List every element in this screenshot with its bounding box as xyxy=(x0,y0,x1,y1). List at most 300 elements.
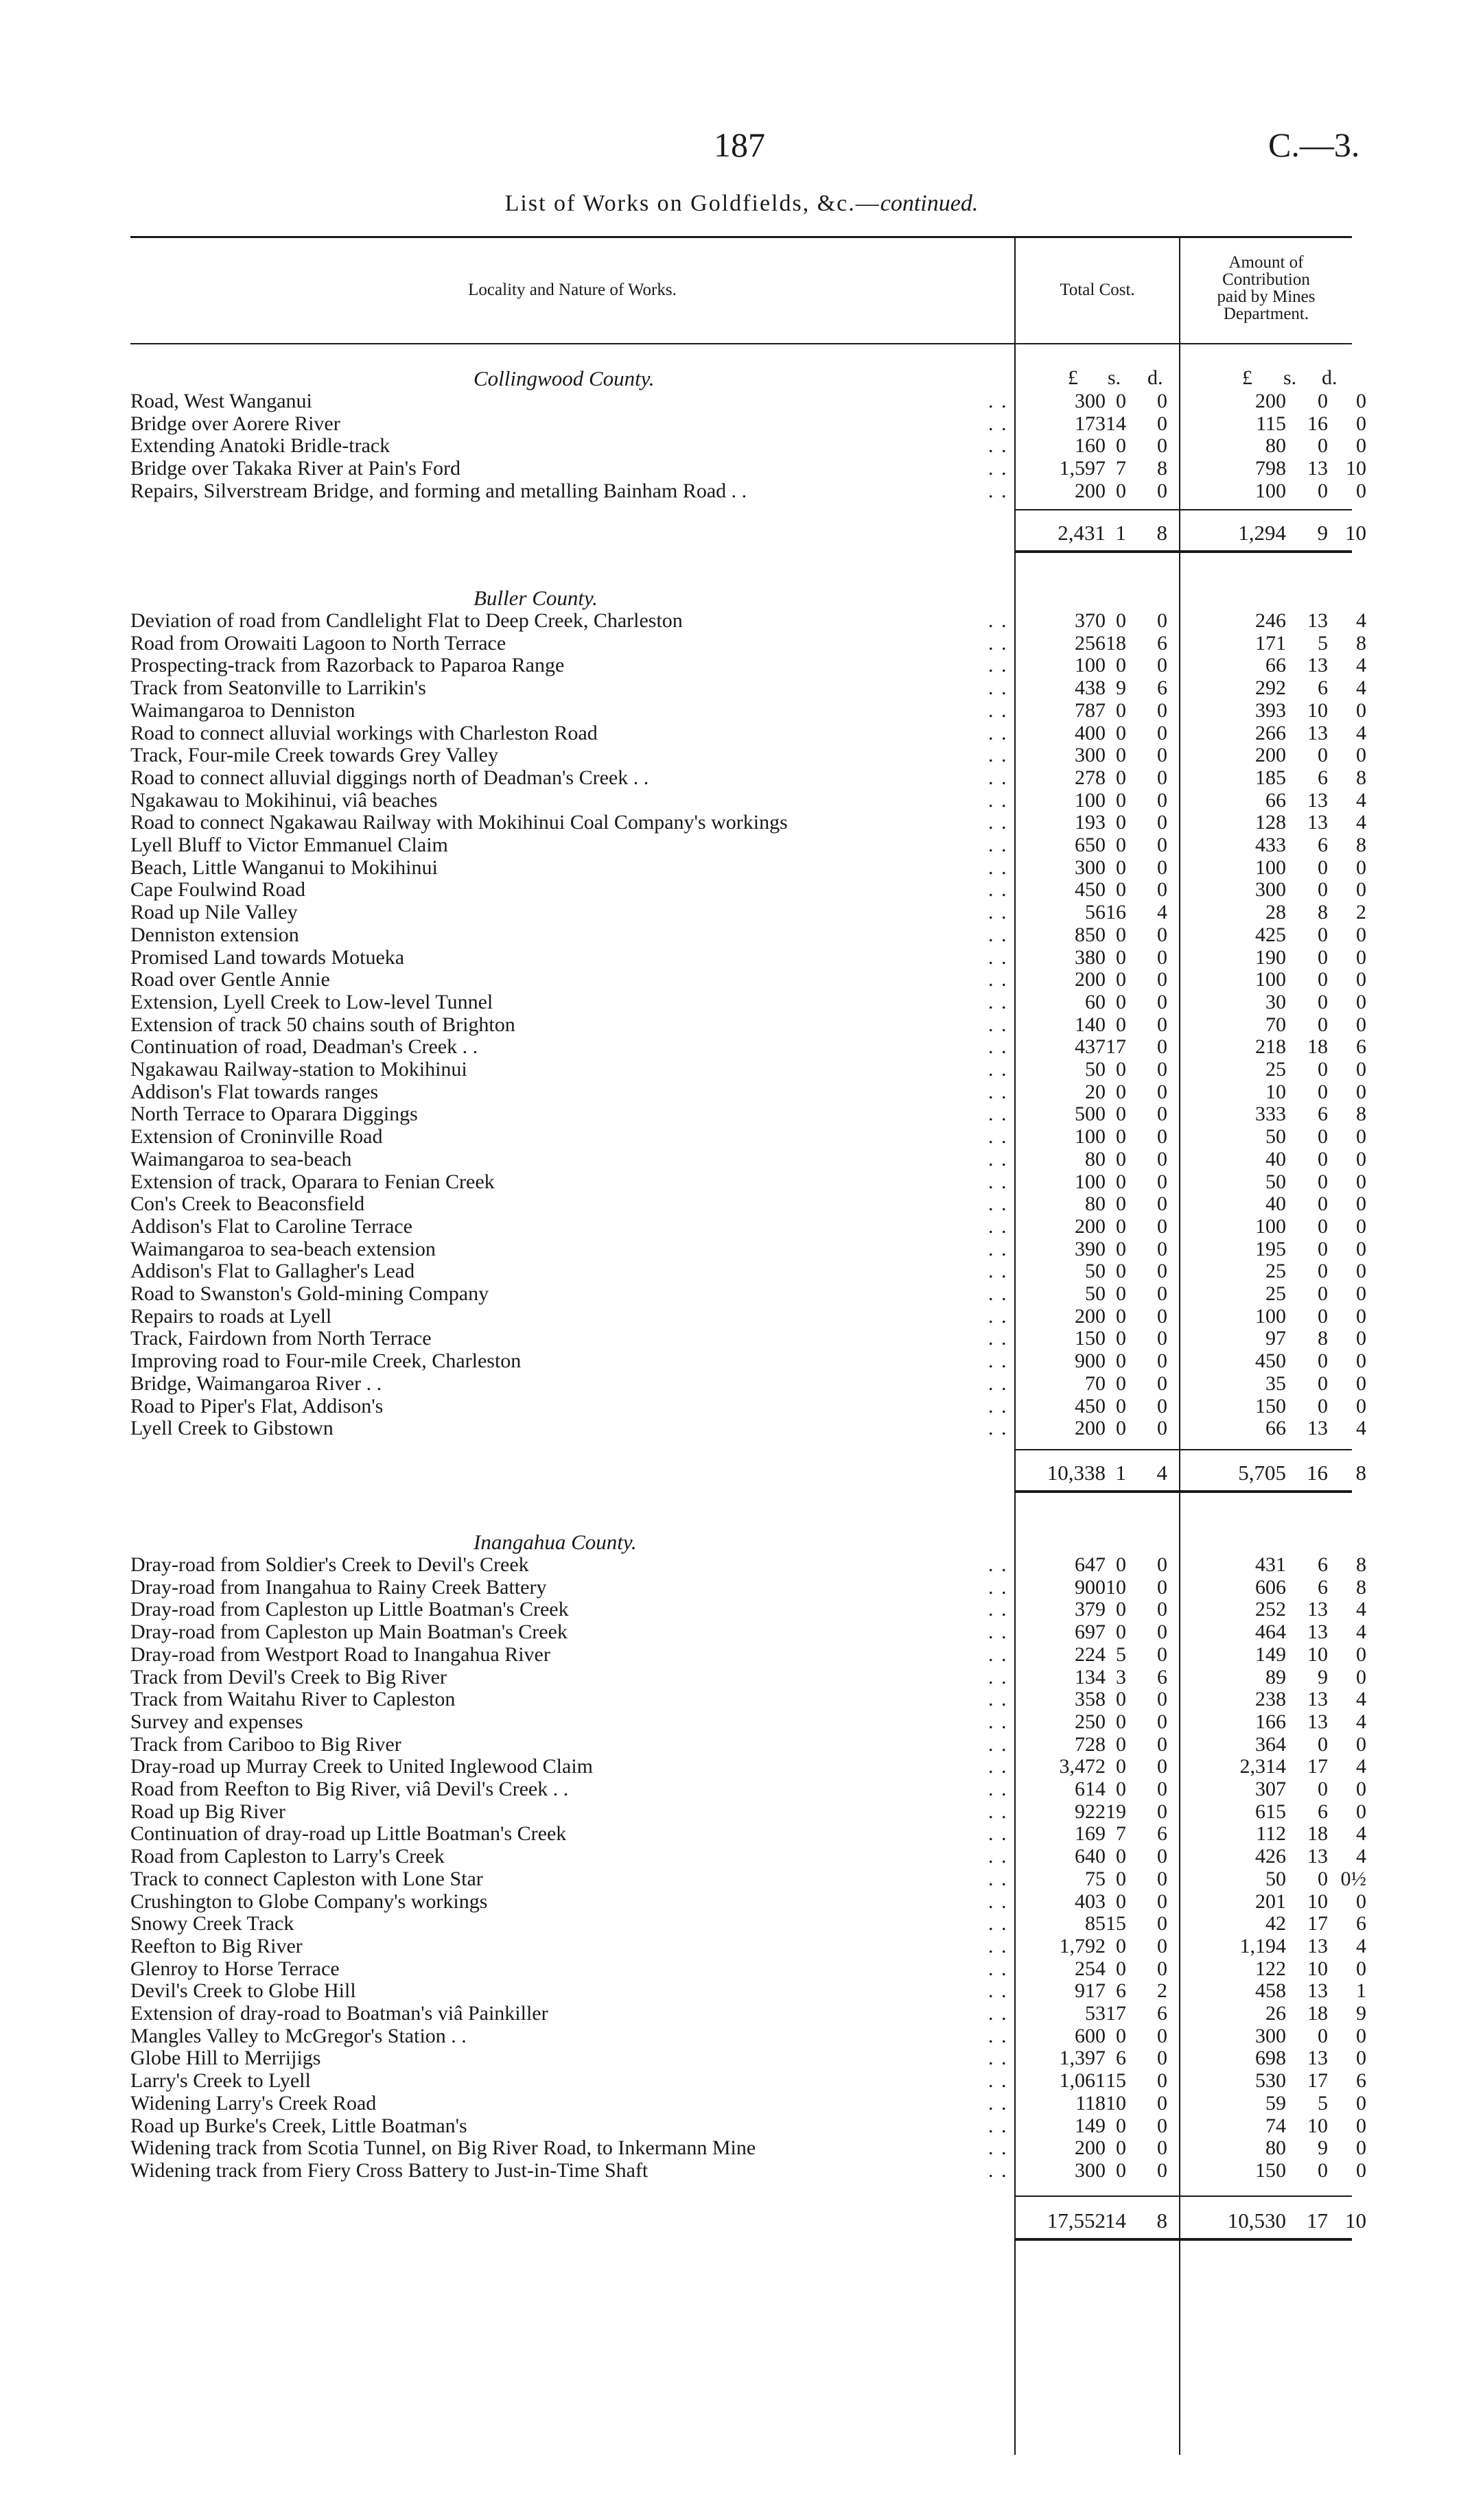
contribution-shillings: 0 xyxy=(1318,1192,1328,1216)
table-row xyxy=(0,1800,1483,1823)
contribution-shillings: 0 xyxy=(1318,2158,1328,2182)
title-main: List of Works on Goldfields, &c.— xyxy=(504,191,880,216)
leader-dots: . . xyxy=(988,1912,1008,1935)
leader-dots: . . xyxy=(988,390,1008,412)
table-row xyxy=(0,1282,1483,1305)
leader-dots: . . xyxy=(988,631,1008,655)
leader-dots: . . xyxy=(988,698,1008,722)
cost-shillings: 0 xyxy=(1116,856,1126,879)
contribution-pounds: 100 xyxy=(1255,1214,1286,1238)
contribution-pounds: 2,314 xyxy=(1239,1755,1286,1778)
contribution-pence: 0 xyxy=(1356,923,1366,946)
leader-dots: . . xyxy=(988,1304,1008,1328)
cost-shillings: 0 xyxy=(1116,945,1126,969)
table-row xyxy=(0,766,1483,789)
contribution-shillings: 0 xyxy=(1318,1260,1328,1283)
total-cost-pounds: 17,552 xyxy=(1047,2209,1106,2233)
cost-shillings: 0 xyxy=(1116,2158,1126,2182)
leader-dots: . . xyxy=(988,1260,1008,1283)
cost-pence: 0 xyxy=(1157,1214,1167,1238)
cost-shillings: 0 xyxy=(1116,1598,1126,1621)
cost-pounds: 300 xyxy=(1075,744,1106,767)
cost-pence: 0 xyxy=(1157,1867,1167,1890)
contribution-shillings: 10 xyxy=(1307,1642,1328,1666)
cost-pence: 0 xyxy=(1157,2114,1167,2137)
leader-dots: . . xyxy=(988,479,1008,502)
contribution-pence: 9 xyxy=(1356,2002,1366,2025)
contribution-pounds: 200 xyxy=(1255,390,1286,412)
cost-shillings: 0 xyxy=(1116,2136,1126,2160)
cost-shillings: 0 xyxy=(1116,788,1126,812)
work-description: Dray-road from Soldier's Creek to Devil's Creek xyxy=(130,1553,529,1576)
work-description: Dray-road from Capleston up Main Boatman's Creek xyxy=(130,1621,568,1644)
total-contribution-shillings: 17 xyxy=(1307,2209,1328,2233)
cost-pence: 0 xyxy=(1157,1621,1167,1644)
contribution-pence: 0 xyxy=(1356,1732,1366,1756)
table-row xyxy=(0,1148,1483,1170)
cost-pounds: 917 xyxy=(1075,1979,1106,2003)
work-description: Waimangaroa to sea-beach xyxy=(130,1147,352,1170)
leader-dots: . . xyxy=(988,721,1008,744)
county-total-row xyxy=(0,2209,1483,2233)
leader-dots: . . xyxy=(988,2158,1008,2182)
table-row xyxy=(0,1979,1483,2002)
table-row xyxy=(0,2002,1483,2025)
cost-pence: 0 xyxy=(1157,1170,1167,1193)
contribution-pence: 0 xyxy=(1356,1170,1366,1193)
contribution-pounds: 450 xyxy=(1255,1350,1286,1373)
table-row xyxy=(0,1935,1483,1957)
contribution-shillings: 6 xyxy=(1318,834,1328,856)
unit-shillings: s. xyxy=(1108,366,1121,389)
cost-pounds: 403 xyxy=(1075,1889,1106,1913)
cost-pounds: 500 xyxy=(1075,1103,1106,1126)
table-row xyxy=(0,2047,1483,2069)
contribution-pounds: 66 xyxy=(1265,654,1286,677)
header-top-rule xyxy=(130,236,1352,238)
table-row xyxy=(0,1327,1483,1350)
cost-pence: 0 xyxy=(1157,1732,1167,1756)
cost-pence: 0 xyxy=(1157,1394,1167,1417)
contribution-pounds: 190 xyxy=(1255,945,1286,969)
cost-shillings: 0 xyxy=(1116,766,1126,789)
contribution-pounds: 246 xyxy=(1255,609,1286,632)
contribution-shillings: 0 xyxy=(1318,856,1328,879)
contribution-pence: 0 xyxy=(1356,1327,1366,1350)
contribution-shillings: 13 xyxy=(1307,811,1328,834)
table-row xyxy=(0,654,1483,676)
table-row xyxy=(0,434,1483,457)
cost-pounds: 200 xyxy=(1075,968,1106,991)
contribution-pence: 0 xyxy=(1356,1125,1366,1149)
leader-dots: . . xyxy=(988,1058,1008,1081)
cost-pence: 4 xyxy=(1157,901,1167,924)
table-row xyxy=(0,2136,1483,2159)
contribution-shillings: 0 xyxy=(1318,390,1328,412)
cost-shillings: 0 xyxy=(1116,811,1126,834)
work-description: Mangles Valley to McGregor's Station . . xyxy=(130,2024,467,2047)
cost-shillings: 0 xyxy=(1116,923,1126,946)
table-row xyxy=(0,1125,1483,1148)
work-description: Road from Orowaiti Lagoon to North Terrace xyxy=(130,631,506,655)
contribution-shillings: 0 xyxy=(1318,1170,1328,1193)
contribution-shillings: 0 xyxy=(1318,1125,1328,1149)
total-cost-pounds: 10,338 xyxy=(1047,1461,1106,1485)
contribution-pence: 4 xyxy=(1356,654,1366,677)
cost-pounds: 278 xyxy=(1075,766,1106,789)
contribution-pence: 4 xyxy=(1356,721,1366,744)
leader-dots: . . xyxy=(988,945,1008,969)
total-rule-bottom xyxy=(1180,550,1352,553)
cost-shillings: 0 xyxy=(1116,1394,1126,1417)
work-description: Road to Swanston's Gold-mining Company xyxy=(130,1282,489,1305)
cost-pounds: 100 xyxy=(1075,1170,1106,1193)
contribution-shillings: 0 xyxy=(1318,923,1328,946)
contribution-pounds: 292 xyxy=(1255,676,1286,700)
county-total-row xyxy=(0,521,1483,545)
table-row xyxy=(0,1103,1483,1125)
contribution-pounds: 10 xyxy=(1265,1080,1286,1103)
contribution-pounds: 218 xyxy=(1255,1035,1286,1059)
cost-shillings: 0 xyxy=(1116,1058,1126,1081)
leader-dots: . . xyxy=(988,1192,1008,1216)
contribution-shillings: 0 xyxy=(1318,878,1328,902)
work-description: Devil's Creek to Globe Hill xyxy=(130,1979,356,2003)
contribution-shillings: 13 xyxy=(1307,1688,1328,1711)
leader-dots: . . xyxy=(988,412,1008,435)
work-description: Snowy Creek Track xyxy=(130,1912,294,1935)
cost-pounds: 80 xyxy=(1085,1147,1106,1170)
cost-shillings: 6 xyxy=(1116,2047,1126,2070)
page-reference: C.—3. xyxy=(1268,126,1360,164)
contribution-pounds: 433 xyxy=(1255,834,1286,856)
contribution-pounds: 798 xyxy=(1255,457,1286,480)
cost-pence: 0 xyxy=(1157,1417,1167,1440)
leader-dots: . . xyxy=(988,1103,1008,1126)
cost-pence: 0 xyxy=(1157,1934,1167,1957)
contribution-pence: 0 xyxy=(1356,1058,1366,1081)
work-description: Extending Anatoki Bridle-track xyxy=(130,434,390,458)
cost-shillings: 0 xyxy=(1116,1957,1126,1980)
contribution-pounds: 426 xyxy=(1255,1845,1286,1868)
leader-dots: . . xyxy=(988,1371,1008,1395)
leader-dots: . . xyxy=(988,1125,1008,1149)
total-rule-bottom xyxy=(1180,2238,1352,2241)
contribution-pounds: 97 xyxy=(1265,1327,1286,1350)
cost-pence: 0 xyxy=(1157,1058,1167,1081)
leader-dots: . . xyxy=(988,2047,1008,2070)
leader-dots: . . xyxy=(988,1575,1008,1599)
contribution-shillings: 6 xyxy=(1318,766,1328,789)
cost-pence: 6 xyxy=(1157,1822,1167,1846)
cost-shillings: 0 xyxy=(1116,834,1126,856)
contribution-pence: 0 xyxy=(1356,1350,1366,1373)
cost-shillings: 0 xyxy=(1116,434,1126,458)
table-row xyxy=(0,856,1483,879)
table-row xyxy=(0,1350,1483,1372)
table-row xyxy=(0,1666,1483,1688)
table-row xyxy=(0,1957,1483,1980)
contribution-pounds: 185 xyxy=(1255,766,1286,789)
table-row xyxy=(0,1643,1483,1666)
county-heading: Buller County. xyxy=(474,586,598,610)
cost-pounds: 3,472 xyxy=(1059,1755,1106,1778)
contribution-shillings: 17 xyxy=(1307,1912,1328,1935)
cost-pounds: 1,061 xyxy=(1059,2069,1106,2093)
header-total-cost: Total Cost. xyxy=(1060,281,1135,299)
contribution-pounds: 66 xyxy=(1265,1417,1286,1440)
contribution-pounds: 100 xyxy=(1255,1304,1286,1328)
contribution-pounds: 201 xyxy=(1255,1889,1286,1913)
cost-pence: 8 xyxy=(1157,457,1167,480)
work-description: Road up Nile Valley xyxy=(130,901,298,924)
table-row xyxy=(0,699,1483,722)
table-row xyxy=(0,744,1483,766)
work-description: Repairs, Silverstream Bridge, and forming and metalling Bainham Road . . xyxy=(130,479,747,502)
table-row xyxy=(0,1372,1483,1395)
contribution-pence: 0 xyxy=(1356,1800,1366,1823)
cost-pence: 0 xyxy=(1157,945,1167,969)
contribution-pounds: 59 xyxy=(1265,2091,1286,2115)
county-heading: Inangahua County. xyxy=(474,1530,637,1554)
cost-shillings: 0 xyxy=(1116,609,1126,632)
cost-pounds: 647 xyxy=(1075,1553,1106,1576)
cost-pence: 0 xyxy=(1157,1304,1167,1328)
cost-pence: 0 xyxy=(1157,788,1167,812)
contribution-shillings: 8 xyxy=(1318,1327,1328,1350)
contribution-pence: 4 xyxy=(1356,811,1366,834)
cost-pounds: 370 xyxy=(1075,609,1106,632)
work-description: Track from Waitahu River to Capleston xyxy=(130,1688,456,1711)
leader-dots: . . xyxy=(988,654,1008,677)
table-row xyxy=(0,834,1483,856)
contribution-pence: 0 xyxy=(1356,2136,1366,2160)
total-contribution-pounds: 10,530 xyxy=(1227,2209,1286,2233)
total-rule-top xyxy=(1180,509,1352,510)
contribution-pounds: 606 xyxy=(1255,1575,1286,1599)
cost-pence: 0 xyxy=(1157,390,1167,412)
work-description: Extension of track, Oparara to Fenian Creek xyxy=(130,1170,495,1193)
cost-shillings: 10 xyxy=(1106,1575,1126,1599)
cost-shillings: 0 xyxy=(1116,2114,1126,2137)
table-row xyxy=(0,1553,1483,1576)
cost-shillings: 0 xyxy=(1116,1934,1126,1957)
cost-shillings: 7 xyxy=(1116,457,1126,480)
contribution-pounds: 80 xyxy=(1265,434,1286,458)
contribution-pounds: 252 xyxy=(1255,1598,1286,1621)
contribution-shillings: 0 xyxy=(1318,1013,1328,1036)
contribution-shillings: 6 xyxy=(1318,1800,1328,1823)
contribution-shillings: 0 xyxy=(1318,1304,1328,1328)
contribution-pence: 0 xyxy=(1356,1192,1366,1216)
cost-shillings: 0 xyxy=(1116,1755,1126,1778)
cost-shillings: 0 xyxy=(1116,1621,1126,1644)
page-number: 187 xyxy=(714,126,765,164)
contribution-pounds: 464 xyxy=(1255,1621,1286,1644)
contribution-pounds: 80 xyxy=(1265,2136,1286,2160)
cost-pounds: 400 xyxy=(1075,721,1106,744)
contribution-pounds: 364 xyxy=(1255,1732,1286,1756)
table-row xyxy=(0,1013,1483,1036)
cost-pence: 0 xyxy=(1157,1800,1167,1823)
contribution-pounds: 307 xyxy=(1255,1778,1286,1800)
contribution-pounds: 195 xyxy=(1255,1237,1286,1260)
contribution-shillings: 13 xyxy=(1307,1621,1328,1644)
cost-shillings: 0 xyxy=(1116,1013,1126,1036)
cost-shillings: 0 xyxy=(1116,1778,1126,1800)
cost-shillings: 0 xyxy=(1116,1371,1126,1395)
leader-dots: . . xyxy=(988,766,1008,789)
contribution-pounds: 35 xyxy=(1265,1371,1286,1395)
work-description: Bridge over Takaka River at Pain's Ford xyxy=(130,457,460,480)
cost-pounds: 697 xyxy=(1075,1621,1106,1644)
cost-shillings: 0 xyxy=(1116,1327,1126,1350)
contribution-pounds: 149 xyxy=(1255,1642,1286,1666)
cost-pounds: 250 xyxy=(1075,1710,1106,1733)
leader-dots: . . xyxy=(988,2002,1008,2025)
contribution-pence: 4 xyxy=(1356,1688,1366,1711)
work-description: Ngakawau to Mokihinui, viâ beaches xyxy=(130,788,438,812)
leader-dots: . . xyxy=(988,788,1008,812)
cost-pounds: 85 xyxy=(1085,1912,1106,1935)
contribution-pence: 4 xyxy=(1356,1822,1366,1846)
contribution-pence: 0 xyxy=(1356,1260,1366,1283)
cost-pence: 0 xyxy=(1157,1553,1167,1576)
unit-pounds: £ xyxy=(1242,366,1252,389)
cost-shillings: 0 xyxy=(1116,1147,1126,1170)
cost-pounds: 140 xyxy=(1075,1013,1106,1036)
work-description: Deviation of road from Candlelight Flat to Deep Creek, Charleston xyxy=(130,609,683,632)
table-row xyxy=(0,412,1483,435)
contribution-shillings: 0 xyxy=(1318,1350,1328,1373)
leader-dots: . . xyxy=(988,1237,1008,1260)
leader-dots: . . xyxy=(988,1282,1008,1305)
contribution-pounds: 40 xyxy=(1265,1147,1286,1170)
cost-shillings: 0 xyxy=(1116,878,1126,902)
contribution-pence: 8 xyxy=(1356,1575,1366,1599)
cost-pence: 0 xyxy=(1157,2158,1167,2182)
contribution-pounds: 50 xyxy=(1265,1125,1286,1149)
contribution-pence: 0 xyxy=(1356,968,1366,991)
work-description: Globe Hill to Merrijigs xyxy=(130,2047,321,2070)
leader-dots: . . xyxy=(988,1170,1008,1193)
cost-shillings: 18 xyxy=(1106,631,1126,655)
cost-pounds: 134 xyxy=(1075,1665,1106,1688)
work-description: Road from Capleston to Larry's Creek xyxy=(130,1845,445,1868)
contribution-shillings: 13 xyxy=(1307,1710,1328,1733)
cost-pounds: 379 xyxy=(1075,1598,1106,1621)
contribution-shillings: 18 xyxy=(1307,1035,1328,1059)
work-description: Road to connect alluvial workings with Charleston Road xyxy=(130,721,598,744)
cost-pence: 0 xyxy=(1157,412,1167,435)
cost-shillings: 15 xyxy=(1106,2069,1126,2093)
contribution-pounds: 615 xyxy=(1255,1800,1286,1823)
cost-shillings: 17 xyxy=(1106,2002,1126,2025)
table-row xyxy=(0,789,1483,812)
cost-pounds: 922 xyxy=(1075,1800,1106,1823)
contribution-shillings: 0 xyxy=(1318,1147,1328,1170)
contribution-pence: 0 xyxy=(1356,1957,1366,1980)
cost-shillings: 0 xyxy=(1116,1710,1126,1733)
leader-dots: . . xyxy=(988,1147,1008,1170)
contribution-pence: 0 xyxy=(1356,856,1366,879)
contribution-pounds: 25 xyxy=(1265,1260,1286,1283)
leader-dots: . . xyxy=(988,1394,1008,1417)
cost-pounds: 80 xyxy=(1085,1192,1106,1216)
contribution-pounds: 40 xyxy=(1265,1192,1286,1216)
contribution-shillings: 17 xyxy=(1307,1755,1328,1778)
county-heading: Collingwood County. xyxy=(474,366,655,390)
cost-pounds: 600 xyxy=(1075,2024,1106,2047)
cost-pounds: 224 xyxy=(1075,1642,1106,1666)
table-row xyxy=(0,1417,1483,1439)
unit-pence: d. xyxy=(1147,366,1163,389)
cost-pence: 0 xyxy=(1157,1327,1167,1350)
total-contribution-shillings: 16 xyxy=(1307,1461,1328,1485)
contribution-pence: 4 xyxy=(1356,1417,1366,1440)
header-locality: Locality and Nature of Works. xyxy=(468,281,677,299)
header-contribution-line: Amount of xyxy=(1228,253,1304,272)
leader-dots: . . xyxy=(988,1350,1008,1373)
contribution-pence: 8 xyxy=(1356,834,1366,856)
table-row xyxy=(0,1215,1483,1238)
contribution-pence: 4 xyxy=(1356,1710,1366,1733)
work-description: Promised Land towards Motueka xyxy=(130,945,405,969)
cost-shillings: 0 xyxy=(1116,1237,1126,1260)
contribution-pence: 0 xyxy=(1356,1013,1366,1036)
cost-pence: 0 xyxy=(1157,1710,1167,1733)
leader-dots: . . xyxy=(988,434,1008,458)
work-description: Con's Creek to Beaconsfield xyxy=(130,1192,365,1216)
contribution-shillings: 0 xyxy=(1318,744,1328,767)
contribution-shillings: 13 xyxy=(1307,1934,1328,1957)
table-row xyxy=(0,1576,1483,1599)
work-description: Road from Reefton to Big River, viâ Devil's Creek . . xyxy=(130,1778,569,1800)
cost-pounds: 1,792 xyxy=(1059,1934,1106,1957)
cost-pounds: 300 xyxy=(1075,390,1106,412)
cost-pounds: 390 xyxy=(1075,1237,1106,1260)
total-rule-top xyxy=(1180,1449,1352,1450)
contribution-shillings: 0 xyxy=(1318,1237,1328,1260)
cost-pounds: 118 xyxy=(1075,2091,1106,2115)
leader-dots: . . xyxy=(988,2136,1008,2160)
cost-shillings: 6 xyxy=(1116,1979,1126,2003)
table-row xyxy=(0,1755,1483,1778)
cost-pounds: 70 xyxy=(1085,1371,1106,1395)
contribution-pounds: 1,194 xyxy=(1239,1934,1286,1957)
cost-pounds: 173 xyxy=(1075,412,1106,435)
cost-pounds: 450 xyxy=(1075,878,1106,902)
work-description: Extension of track 50 chains south of Brighton xyxy=(130,1013,515,1036)
total-rule-top xyxy=(1180,2195,1352,2197)
contribution-pence: 0 xyxy=(1356,390,1366,412)
cost-pounds: 50 xyxy=(1085,1282,1106,1305)
contribution-pence: 0 xyxy=(1356,479,1366,502)
contribution-shillings: 18 xyxy=(1307,1822,1328,1846)
work-description: Ngakawau Railway-station to Mokihinui xyxy=(130,1058,467,1081)
contribution-shillings: 0 xyxy=(1318,1778,1328,1800)
leader-dots: . . xyxy=(988,1934,1008,1957)
contribution-pence: 6 xyxy=(1356,2069,1366,2093)
work-description: Reefton to Big River xyxy=(130,1934,303,1957)
total-cost-shillings: 1 xyxy=(1115,1461,1126,1485)
leader-dots: . . xyxy=(988,1845,1008,1868)
contribution-pence: 0 xyxy=(1356,1237,1366,1260)
total-cost-pence: 8 xyxy=(1156,521,1167,545)
contribution-shillings: 13 xyxy=(1307,2047,1328,2070)
total-cost-shillings: 1 xyxy=(1115,521,1126,545)
work-description: Dray-road from Inangahua to Rainy Creek Battery xyxy=(130,1575,547,1599)
